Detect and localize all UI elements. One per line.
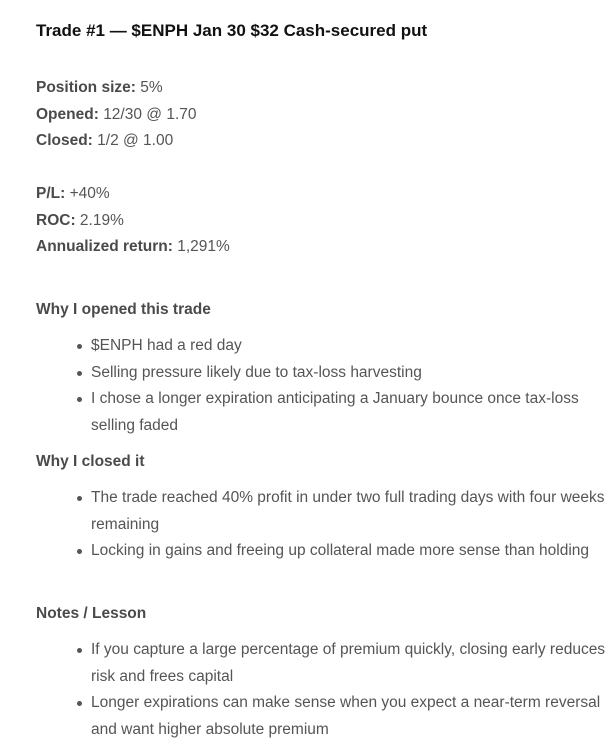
notes-list [55,637,611,743]
opened-row [36,102,197,129]
list-item: Locking in gains and freeing up collateral made more sense than holding [91,538,611,565]
position-size-value: 5% [140,79,163,96]
opened-label: Opened: [36,105,99,123]
why-opened-heading: Why I opened this trade [36,301,211,318]
pl-value: +40% [69,185,110,202]
list-item: If you capture a large percentage of premium quickly, closing early reduces risk and frees capital [91,637,611,690]
list-item: I chose a longer expiration anticipating a January bounce once tax-loss selling faded [91,386,611,439]
roc-row [36,208,230,235]
annualized-return-row [36,234,230,261]
notes-heading: Notes / Lesson [36,605,147,622]
results-details [36,181,230,261]
closed-label: Closed: [36,132,93,149]
closed-value: 1/2 @ 1.00 [97,132,174,149]
pl-label: P/L: [36,185,66,202]
list-item: Selling pressure likely due to tax-loss harvesting [91,360,611,387]
annualized-return-label: Annualized return: [36,238,173,255]
position-size-row [36,75,197,102]
closed-row [36,128,197,155]
why-closed-heading: Why I closed it [36,453,145,470]
list-item: Longer expirations can make sense when you expect a near-term reversal and want higher absolute premium [91,690,611,743]
list-item: $ENPH had a red day [91,333,611,360]
position-details [36,75,197,155]
roc-value: 2.19% [79,211,124,229]
pl-row [36,181,230,208]
position-size-label: Position size: [36,79,136,96]
roc-label: ROC: [36,211,76,229]
trade-title: Trade #1 — $ENPH Jan 30 $32 Cash-secured put [36,21,428,40]
why-closed-list [55,485,611,565]
list-item: The trade reached 40% profit in under two full trading days with four weeks remaining [91,485,611,538]
why-opened-list [55,333,611,439]
opened-value: 12/30 @ 1.70 [103,105,197,123]
annualized-return-value: 1,291% [177,238,230,255]
